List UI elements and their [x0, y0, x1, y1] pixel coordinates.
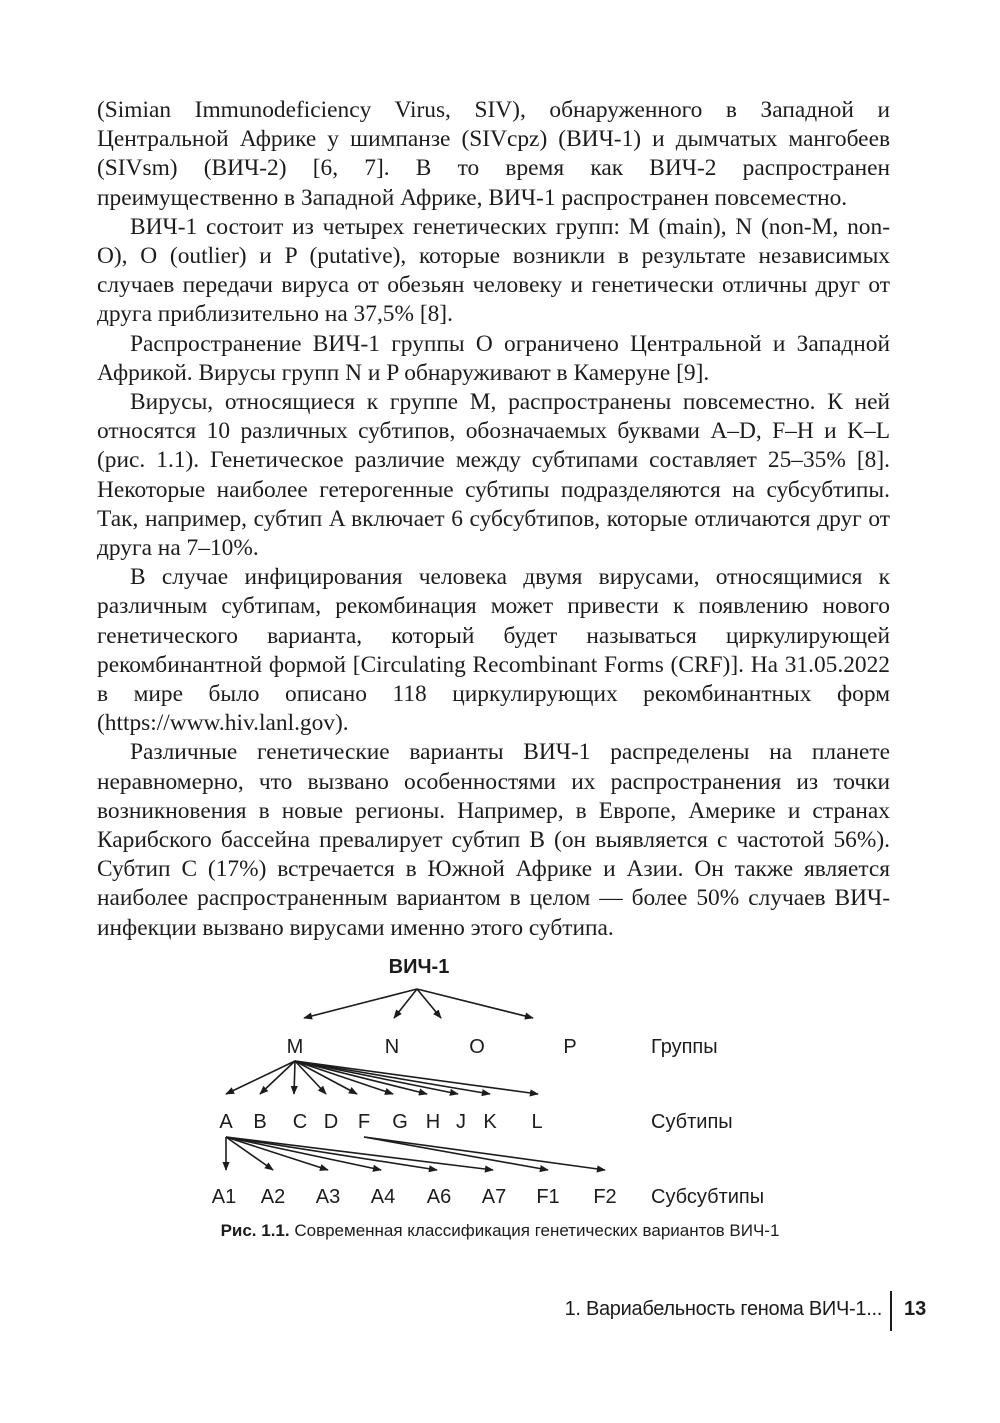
- arrow-m-c: [294, 1061, 295, 1094]
- subtype-l: L: [531, 1111, 543, 1133]
- arrow-f-f2: [364, 1137, 605, 1170]
- group-o: O: [469, 1036, 485, 1058]
- paragraph-1: (Simian Immunodeficiency Virus, SIV), обнаруженного в Западной и Центральной Африке у шимпанзе (SIVcpz) (ВИЧ-1) и дымчатых мангобеев (SIVsm) (ВИЧ-2) [6, 7]. В то время как ВИЧ-2 распространен преимущественно в Западной Африке, ВИЧ-1 распространен повсеместно.: [97, 97, 890, 211]
- caption-text: Современная классификация генетических вариантов ВИЧ-1: [289, 1221, 780, 1240]
- paragraph-3: Распространение ВИЧ-1 группы O ограничено Центральной и Западной Африкой. Вирусы групп N и P обнаруживают в Камеруне [9].: [97, 330, 890, 386]
- figure-caption: [0, 1221, 1000, 1241]
- subtype-f-arrows: [364, 1137, 605, 1170]
- arrow-m-a: [226, 1061, 295, 1094]
- arrow-m-k: [295, 1061, 490, 1094]
- subsubtypes-label: Субсубтипы: [651, 1186, 765, 1208]
- classification-figure: [0, 948, 1000, 1248]
- group-m-arrows: [226, 1061, 538, 1094]
- root-arrows: [304, 989, 533, 1018]
- subsubtype-a4: A4: [370, 1186, 396, 1208]
- groups-label: Группы: [651, 1036, 718, 1058]
- subtypes-label: Субтипы: [651, 1111, 733, 1133]
- subtype-a: A: [219, 1111, 233, 1133]
- footer-divider: [890, 1291, 892, 1331]
- subtype-g: G: [392, 1111, 408, 1133]
- paragraph-6: Различные генетические варианты ВИЧ-1 распределены на планете неравномерно, что вызвано особенностями их распространения из точки возникновения в новые регионы. Например, в Европе, Америке и странах Карибского бассейна превалирует субтип B (он выявляется с частотой 56%). Субтип C (17%) встречается в Южной Африке и Азии. Он также является наиболее распространенным вариантом в целом — более 50% случаев ВИЧ-инфекции вызвано вирусами именно этого субтипа.: [97, 739, 890, 941]
- subtype-j: J: [456, 1111, 466, 1133]
- subtype-c: C: [292, 1111, 308, 1133]
- paragraph-2: ВИЧ-1 состоит из четырех генетических групп: M (main), N (non-M, non-O), O (outlier) и P (putative), которые возникли в результате независимых случаев передачи вируса от обезьян человеку и генетически отличны друг от друга приблизительно на 37,5% [8].: [97, 213, 890, 328]
- subsubtype-a7: A7: [481, 1186, 507, 1208]
- group-m: M: [286, 1036, 304, 1058]
- subsubtype-a6: A6: [426, 1186, 452, 1208]
- group-n: N: [384, 1036, 400, 1058]
- subtype-f: F: [357, 1111, 371, 1133]
- arrow-m-l: [295, 1061, 538, 1094]
- subtype-b: B: [253, 1111, 267, 1133]
- classification-tree: [0, 948, 1000, 1248]
- subtype-k: K: [483, 1111, 497, 1133]
- arrow-root-m: [304, 989, 417, 1018]
- group-p: P: [563, 1036, 577, 1058]
- body-text: [97, 96, 890, 943]
- subsubtype-a2: A2: [260, 1186, 286, 1208]
- subtype-h: H: [425, 1111, 441, 1133]
- running-title: 1. Вариабельность генома ВИЧ-1...: [564, 1298, 882, 1320]
- subsubtype-a1: A1: [211, 1186, 237, 1208]
- subsubtype-f1: F1: [536, 1186, 560, 1208]
- arrow-root-p: [417, 989, 533, 1018]
- subtype-d: D: [323, 1111, 339, 1133]
- subsubtype-f2: F2: [593, 1186, 617, 1208]
- root-label: ВИЧ-1: [388, 956, 450, 978]
- subsubtype-a3: A3: [315, 1186, 341, 1208]
- page-number: 13: [904, 1298, 927, 1320]
- page-footer: [0, 1291, 1000, 1331]
- caption-label: Рис. 1.1.: [220, 1221, 290, 1240]
- arrow-m-b: [260, 1061, 295, 1094]
- arrow-a-a3: [226, 1137, 328, 1170]
- paragraph-4: Вирусы, относящиеся к группе M, распространены повсеместно. К ней относятся 10 различных субтипов, обозначаемых буквами A–D, F–H и K–L (рис. 1.1). Генетическое различие между субтипами составляет 25–35% [8]. Некоторые наиболее гетерогенные субтипы подразделяются на субсубтипы. Так, например, субтип A включает 6 субсубтипов, которые отличаются друг от друга на 7–10%.: [97, 389, 890, 562]
- arrow-m-h: [295, 1061, 427, 1094]
- paragraph-5: В случае инфицирования человека двумя вирусами, относящимися к различным субтипам, рекомбинация может привести к появлению нового генетического варианта, который будет называться циркулирующей рекомбинантной формой [Circulating Recombinant Forms (CRF)]. На 31.05.2022 в мире было описано 118 циркулирующих рекомбинантных форм (https://www.hiv.lanl.gov).: [97, 564, 890, 737]
